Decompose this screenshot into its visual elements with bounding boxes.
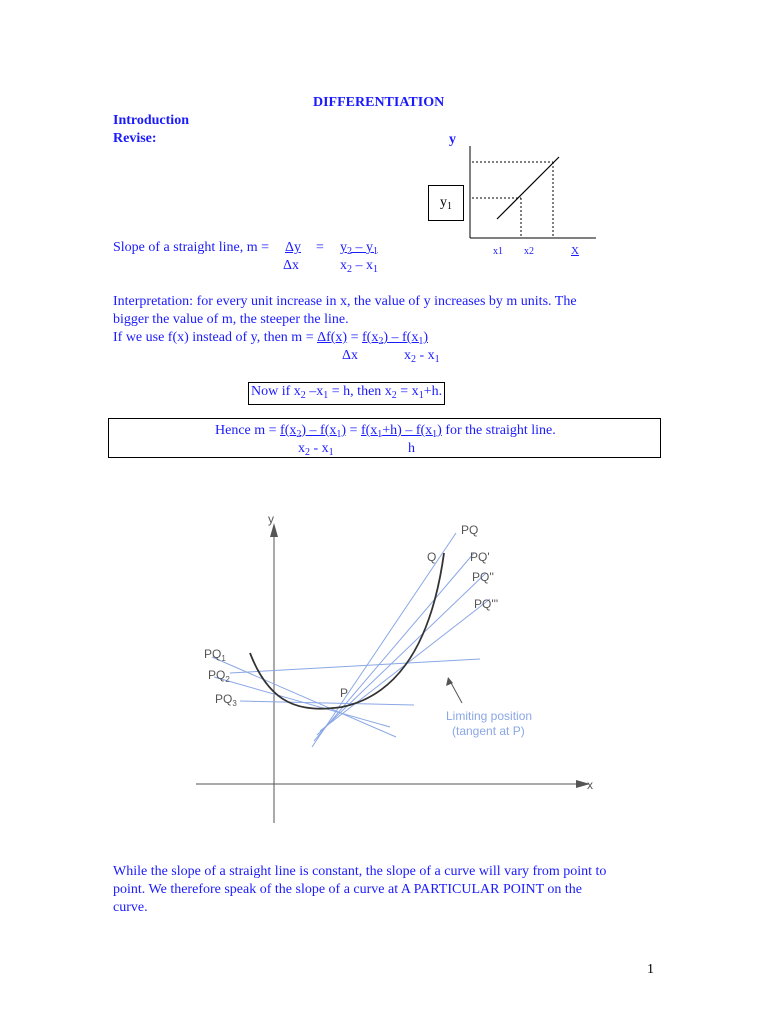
interpretation-line-2: bigger the value of m, the steeper the line.	[113, 312, 349, 327]
mini-graph-X-label: X	[571, 245, 579, 257]
document-title: DIFFERENTIATION	[313, 95, 445, 110]
interpretation-dx: Δx	[342, 348, 359, 363]
label-PQ3: $PQ_3$	[215, 692, 237, 708]
slope-formula-dx: Δx	[283, 258, 300, 273]
mini-graph-line	[497, 157, 559, 219]
label-limiting-position: Limiting position	[446, 709, 533, 723]
interpretation-line-1: Interpretation: for every unit increase in x, the value of y increases by m units. The	[113, 294, 577, 309]
slope-formula-denominator: $x_2 - x_1$	[340, 258, 378, 275]
slope-formula-numerator: $y_2 - y_1$	[340, 240, 378, 257]
figure-y-label: y	[268, 512, 274, 526]
page-number: 1	[647, 962, 654, 977]
now-if-box: Now if $x_2$ $-x_1 = h$, then $x_2 = x_1+h$.	[248, 382, 445, 405]
mini-graph-x2-label: x2	[524, 246, 534, 257]
hence-formula: Hence $m = f(x_2) - f(x_1) = f(x_1+h) - f(x_1)$ for the straight line.	[215, 423, 556, 440]
slope-formula-prefix: Slope of a straight line, m =	[113, 240, 270, 255]
closing-line-3: curve.	[113, 900, 148, 915]
limiting-arrow	[450, 681, 462, 703]
mini-graph-x1-label: x1	[493, 246, 503, 257]
tangent-figure	[190, 505, 610, 825]
label-PQ1: $PQ_1$	[204, 647, 226, 663]
section-heading-revise: Revise:	[113, 131, 157, 146]
hence-denominator-1: $x_2 - x_1$	[298, 441, 334, 458]
interpretation-denominator: $x_2 - x_1$	[404, 348, 440, 365]
closing-line-1: While the slope of a straight line is constant, the slope of a curve will vary from point to	[113, 864, 607, 879]
label-PQ-prime: PQ'	[470, 550, 490, 564]
label-PQ: PQ	[461, 523, 479, 537]
mini-graph-y1-box: $y_1$	[428, 185, 464, 221]
label-PQ-double-prime: PQ''	[472, 570, 494, 584]
label-P: P	[340, 686, 349, 700]
section-heading-introduction: Introduction	[113, 113, 189, 128]
label-PQ2: $PQ_2$	[208, 668, 230, 684]
slope-formula-equals: =	[316, 240, 324, 255]
hence-denominator-2: h	[408, 441, 415, 456]
closing-line-2: point. We therefore speak of the slope of a curve at A PARTICULAR POINT on the	[113, 882, 583, 897]
label-PQ-triple-prime: PQ'''	[474, 597, 499, 611]
figure-x-label: x	[587, 778, 593, 792]
interpretation-line-3: If we use f(x) instead of y, then $m = \Delta f(x) = f(x_2) - f(x_1)$	[113, 330, 428, 347]
label-Q: Q	[427, 550, 437, 564]
mini-graph-y-label: y	[449, 132, 456, 147]
slope-formula-dy: Δy	[285, 240, 302, 255]
label-tangent-at-P: (tangent at P)	[452, 724, 525, 738]
